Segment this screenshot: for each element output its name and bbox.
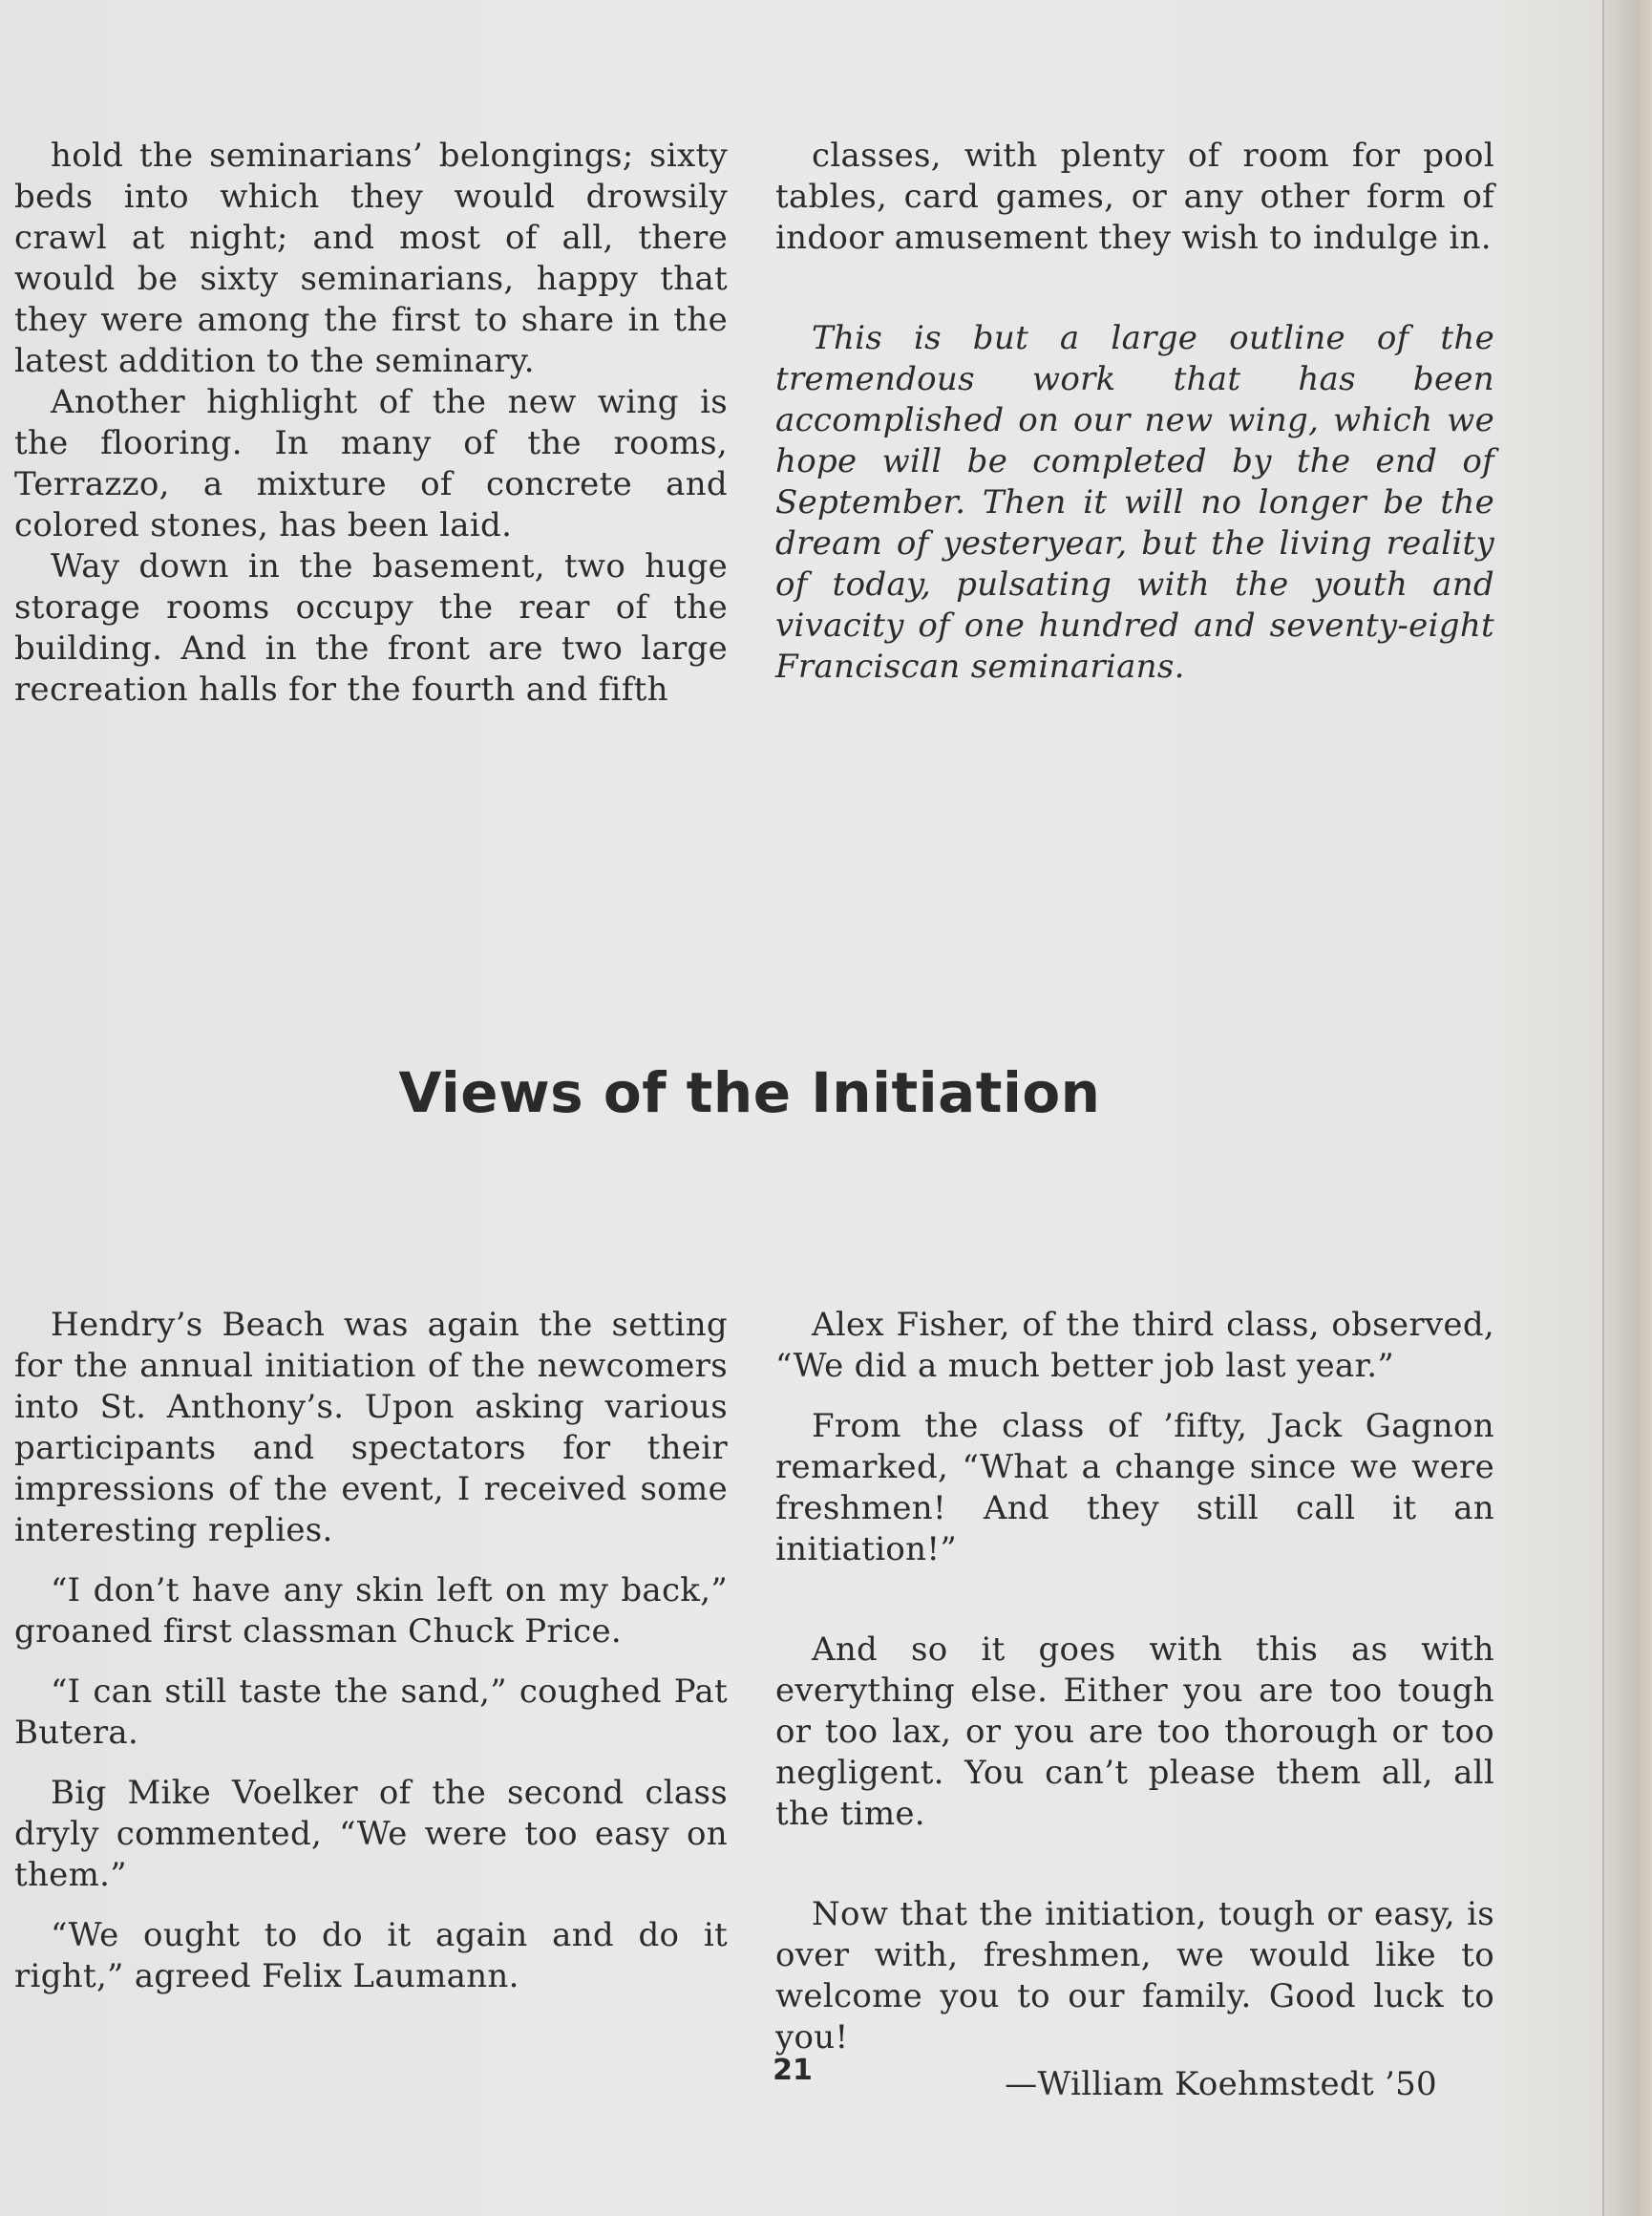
paragraph: And so it goes with this as with everything else. Either you are too tough or too lax, or you are too thorough or too negligent. You can’t please them all, all the time. <box>775 1630 1494 1833</box>
paragraph: “I don’t have any skin left on my back,” groaned first classman Chuck Price. <box>14 1571 728 1651</box>
byline: —William Koehmstedt ’50 <box>1005 2065 1437 2103</box>
paragraph: From the class of ’fifty, Jack Gagnon remarked, “What a change since we were freshmen! And they still call it an initiation!” <box>775 1407 1494 1568</box>
main-right-column <box>775 1305 1494 2105</box>
page-edge <box>1602 0 1652 2216</box>
paragraph: This is but a large outline of the tremendous work that has been accomplished on our new wing, which we hope will be completed by the end of September. Then it will no longer be the dream of yesteryear, but the living reality of today, pulsating with the youth and vivacity of one hundred and seventy-eight Franciscan seminarians. <box>775 319 1494 686</box>
paragraph: Now that the initiation, tough or easy, is over with, freshmen, we would like to welcome you to our family. Good luck to you! <box>775 1895 1494 2056</box>
paragraph: Way down in the basement, two huge storage rooms occupy the rear of the building. And in the front are two large recreation halls for the fourth and fifth <box>14 547 728 709</box>
paragraph: hold the seminarians’ belongings; sixty beds into which they would drowsily crawl at night; and most of all, there would be sixty seminarians, happy that they were among the first to share in the latest addition to the seminary. <box>14 137 728 380</box>
paragraph: Hendry’s Beach was again the setting for the annual initiation of the newcomers into St. Anthony’s. Upon asking various participants and spectators for their impressions of the event, I received some interesting replies. <box>14 1306 728 1549</box>
top-left-column <box>14 136 728 711</box>
paragraph: Another highlight of the new wing is the flooring. In many of the rooms, Terrazzo, a mixture of concrete and colored stones, has been laid. <box>14 383 728 544</box>
paragraph: Big Mike Voelker of the second class dryly commented, “We were too easy on them.” <box>14 1774 728 1894</box>
paragraph: Alex Fisher, of the third class, observed, “We did a much better job last year.” <box>775 1306 1494 1385</box>
article-title: Views of the Initiation <box>398 1060 1101 1125</box>
top-right-column <box>775 136 1494 688</box>
paragraph: “I can still taste the sand,” coughed Pat Butera. <box>14 1673 728 1752</box>
paragraph: “We ought to do it again and do it right,” agreed Felix Laumann. <box>14 1916 728 1995</box>
main-left-column <box>14 1305 728 1997</box>
paragraph: classes, with plenty of room for pool tables, card games, or any other form of indoor amusement they wish to indulge in. <box>775 137 1494 257</box>
page-number: 21 <box>773 2054 813 2087</box>
